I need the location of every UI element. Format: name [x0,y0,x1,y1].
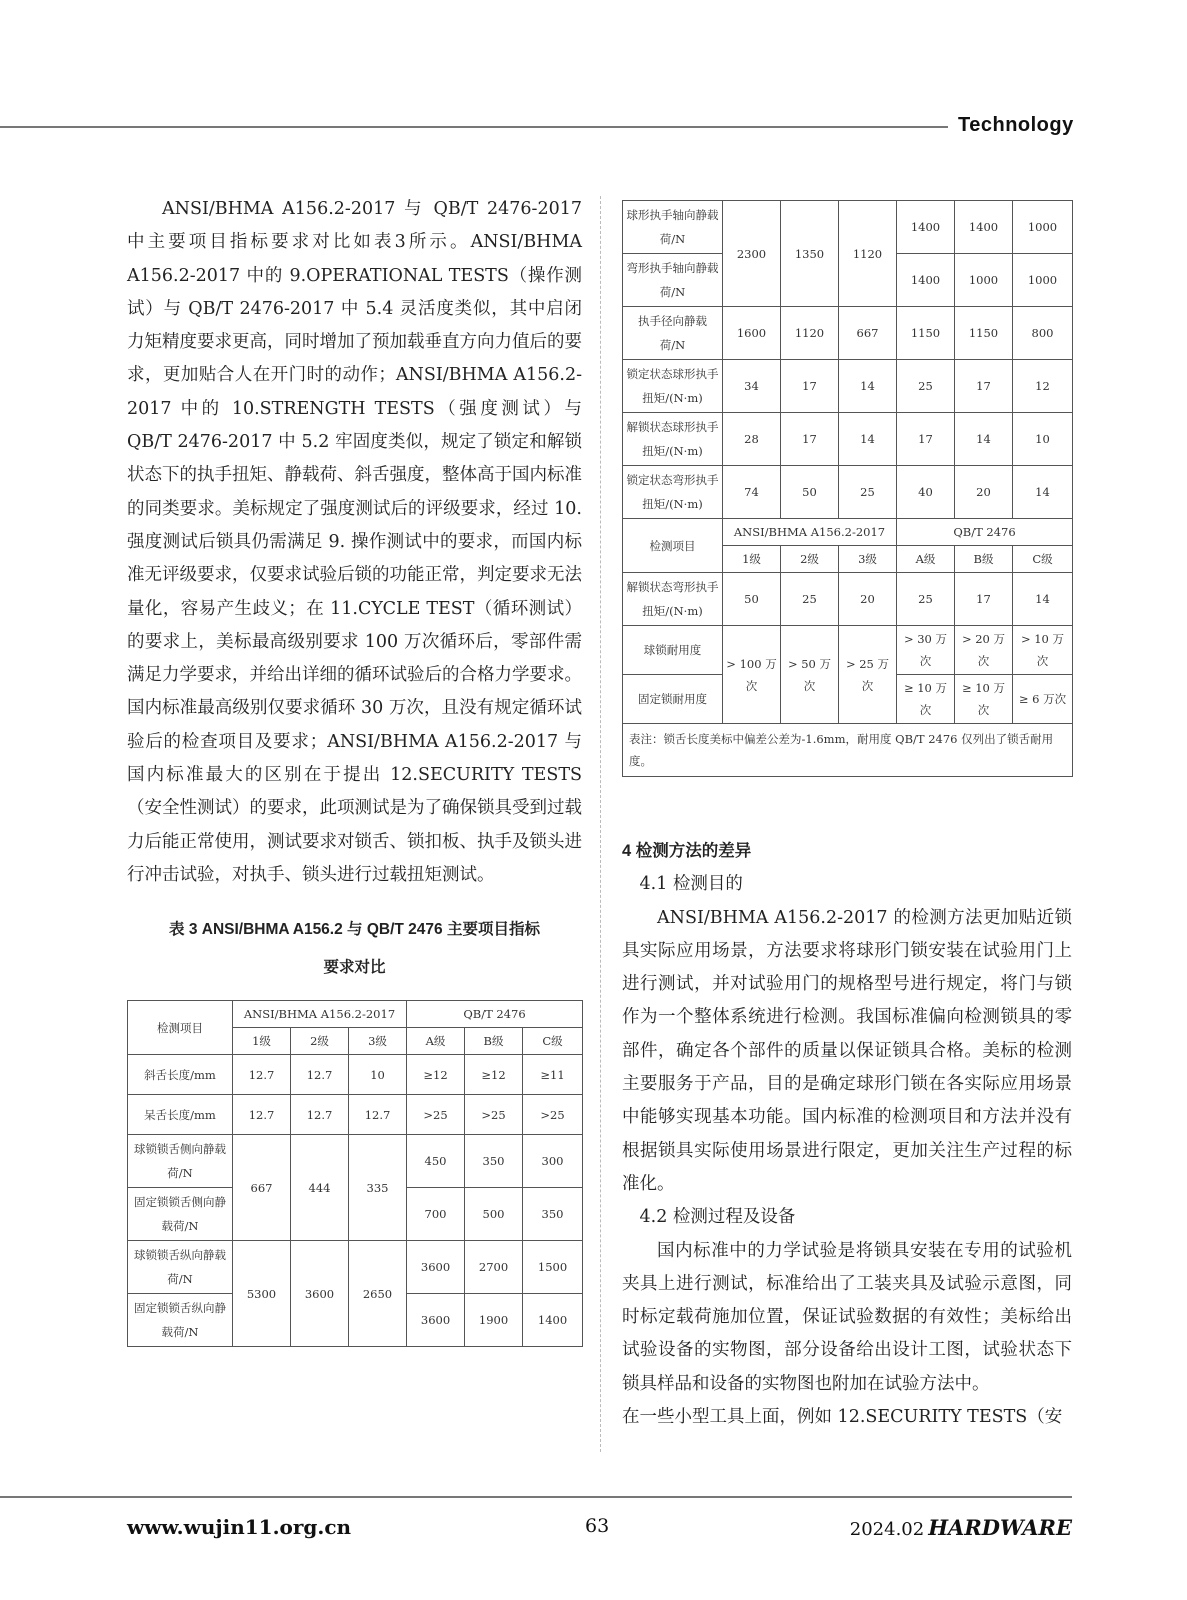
issue-date: 2024.02 [849,1519,925,1540]
footer-issue [850,1515,1072,1540]
cell: 40 [897,466,955,519]
section-label: Technology [958,114,1074,136]
cell: 17 [955,360,1013,413]
cell: ≥ 6 万次 [1013,675,1073,724]
cell: >25 [523,1095,583,1135]
grade-cell: C级 [1013,546,1073,573]
header-cell: 检测项目 [128,1001,233,1055]
grade-cell: 1级 [723,546,781,573]
cell: 20 [839,573,897,626]
header-cell: ANSI/BHMA A156.2-2017 [723,519,897,546]
cell: ≥12 [407,1055,465,1095]
cell: 12.7 [233,1055,291,1095]
row-label: 球形执手轴向静载荷/N [623,201,723,254]
cell: 14 [839,360,897,413]
grade-cell: C级 [523,1028,583,1055]
body-paragraph: ANSI/BHMA A156.2-2017 的检测方法更加贴近锁具实际应用场景，方法要求将球形门锁安装在试验用门上进行测试，并对试验用门的规格型号进行规定，将门与锁作为一个整体系统进行检测。我国标准偏向检测锁具的零部件，确定各个部件的质量以保证锁具合格。美标的检测主要服务于产品，目的是确定球形门锁在各实际应用场景中能够实现基本功能。国内标准的检测项目和方法并没有根据锁具实际使用场景进行限定，更加关注生产过程的标准化。 [622,907,1072,1194]
row-label: 锁定状态弯形执手扭矩/(N·m) [623,466,723,519]
cell: 17 [897,413,955,466]
cell: 12 [1013,360,1073,413]
cell: 25 [897,573,955,626]
cell: 2300 [723,201,781,307]
cell: 5300 [233,1241,291,1347]
cell: ≥11 [523,1055,583,1095]
cell: 2700 [465,1241,523,1294]
cell: 1350 [781,201,839,307]
cell: 12.7 [291,1055,349,1095]
cell: 500 [465,1188,523,1241]
cell: 1400 [523,1294,583,1347]
cell: 1120 [781,307,839,360]
cell: 14 [955,413,1013,466]
cell: 1900 [465,1294,523,1347]
table-note: 表注：锁舌长度美标中偏差公差为-1.6mm，耐用度 QB/T 2476 仅列出了锁舌耐用度。 [623,724,1073,777]
cell: 25 [897,360,955,413]
subsection-heading: 4.2 检测过程及设备 [639,1207,796,1228]
footer-url[interactable]: www.wujin11.org.cn [127,1515,352,1539]
table-caption-line2: 要求对比 [323,959,386,976]
cell: > 30 万次 [897,626,955,675]
row-label: 解锁状态弯形执手扭矩/(N·m) [623,573,723,626]
header-cell: QB/T 2476 [897,519,1073,546]
cell: 350 [523,1188,583,1241]
header-cell: 检测项目 [623,519,723,573]
cell: ≥12 [465,1055,523,1095]
left-column [127,193,582,892]
cell: ≥ 10 万次 [955,675,1013,724]
cell: 667 [233,1135,291,1241]
cell: >25 [407,1095,465,1135]
grade-cell: 1级 [233,1028,291,1055]
cell: ≥ 10 万次 [897,675,955,724]
footer-rule [0,1496,1072,1498]
cell: 350 [465,1135,523,1188]
cell: 1400 [897,201,955,254]
row-label: 球锁耐用度 [623,626,723,675]
magazine-name: HARDWARE [928,1515,1072,1540]
body-paragraph: 国内标准中的力学试验是将锁具安装在专用的试验机夹具上进行测试，标准给出了工装夹具及试验示意图，同时标定载荷施加位置，保证试验数据的有效性；美标给出试验设备的实物图，部分设备给出设计工图，试验状态下锁具样品和设备的实物图也附加在试验方法中。 [622,1240,1072,1394]
row-label: 固定锁锁舌侧向静载荷/N [128,1188,233,1241]
cell: 800 [1013,307,1073,360]
row-label: 球锁锁舌纵向静载荷/N [128,1241,233,1294]
header-cell: ANSI/BHMA A156.2-2017 [233,1001,407,1028]
grade-cell: 3级 [349,1028,407,1055]
cell: 17 [955,573,1013,626]
body-paragraph: 在一些小型工具上面，例如 12.SECURITY TESTS（安 [622,1407,1063,1428]
cell: 25 [781,573,839,626]
cell: 450 [407,1135,465,1188]
right-column [622,835,1072,1434]
cell: > 100 万次 [723,626,781,724]
cell: 28 [723,413,781,466]
cell: 10 [349,1055,407,1095]
cell: 12.7 [349,1095,407,1135]
grade-cell: A级 [407,1028,465,1055]
cell: 1120 [839,201,897,307]
cell: 1150 [955,307,1013,360]
cell: > 50 万次 [781,626,839,724]
grade-cell: 3级 [839,546,897,573]
row-label: 斜舌长度/mm [128,1055,233,1095]
row-label: 固定锁锁舌纵向静载荷/N [128,1294,233,1347]
row-label: 弯形执手轴向静载荷/N [623,254,723,307]
cell: 3600 [407,1241,465,1294]
cell: 20 [955,466,1013,519]
cell: 1000 [955,254,1013,307]
grade-cell: 2级 [291,1028,349,1055]
cell: 17 [781,360,839,413]
grade-cell: B级 [465,1028,523,1055]
cell: 335 [349,1135,407,1241]
cell: 2650 [349,1241,407,1347]
column-divider [600,196,601,1452]
cell: 300 [523,1135,583,1188]
cell: 50 [723,573,781,626]
grade-cell: 2级 [781,546,839,573]
subsection-heading: 4.1 检测目的 [639,874,743,895]
cell: 1500 [523,1241,583,1294]
page-number: 63 [585,1515,610,1537]
row-label: 执手径向静载荷/N [623,307,723,360]
cell: >25 [465,1095,523,1135]
cell: 74 [723,466,781,519]
cell: 34 [723,360,781,413]
section-heading: 4 检测方法的差异 [622,842,752,860]
cell: > 10 万次 [1013,626,1073,675]
cell: 3600 [407,1294,465,1347]
row-label: 锁定状态球形执手扭矩/(N·m) [623,360,723,413]
header-rule [0,126,948,128]
cell: 1000 [1013,201,1073,254]
cell: 17 [781,413,839,466]
cell: 667 [839,307,897,360]
cell: 14 [1013,466,1073,519]
comparison-table-part2 [622,200,1073,777]
cell: 444 [291,1135,349,1241]
row-label: 解锁状态球形执手扭矩/(N·m) [623,413,723,466]
cell: 700 [407,1188,465,1241]
cell: 1150 [897,307,955,360]
cell: 14 [1013,573,1073,626]
row-label: 呆舌长度/mm [128,1095,233,1135]
grade-cell: A级 [897,546,955,573]
grade-cell: B级 [955,546,1013,573]
cell: 50 [781,466,839,519]
cell: 14 [839,413,897,466]
cell: 10 [1013,413,1073,466]
table-caption: 表 3 ANSI/BHMA A156.2 与 QB/T 2476 主要项目指标 [169,921,540,938]
header-cell: QB/T 2476 [407,1001,583,1028]
cell: > 25 万次 [839,626,897,724]
row-label: 球锁锁舌侧向静载荷/N [128,1135,233,1188]
cell: > 20 万次 [955,626,1013,675]
row-label: 固定锁耐用度 [623,675,723,724]
cell: 1600 [723,307,781,360]
cell: 3600 [291,1241,349,1347]
cell: 12.7 [291,1095,349,1135]
body-paragraph: ANSI/BHMA A156.2-2017 与 QB/T 2476-2017 中主要项目指标要求对比如表3所示。ANSI/BHMA A156.2-2017 中的 9.OPERATIONAL TESTS（操作测试）与 QB/T 2476-2017 中 5.4 灵活度类似，其中启闭力矩精度要求更高，同时增加了预加载垂直方向力值后的要求，更加贴合人在开门时的动作；ANSI/BHMA A156.2-2017 中的 10.STRENGTH TESTS（强度测试）与 QB/T 2476-2017 中 5.2 牢固度类似，规定了锁定和解锁状态下的执手扭矩、静载荷、斜舌强度，整体高于国内标准的同类要求。美标规定了强度测试后的评级要求，经过 10. 强度测试后锁具仍需满足 9. 操作测试中的要求，而国内标准无评级要求，仅要求试验后锁的功能正常，判定要求无法量化，容易产生歧义；在 11.CYCLE TEST（循环测试）的要求上，美标最高级别要求 100 万次循环后，零部件需满足力学要求，并给出详细的循环试验后的合格力学要求。国内标准最高级别仅要求循环 30 万次，且没有规定循环试验后的检查项目及要求；ANSI/BHMA A156.2-2017 与国内标准最大的区别在于提出 12.SECURITY TESTS（安全性测试）的要求，此项测试是为了确保锁具受到过载力后能正常使用，测试要求对锁舌、锁扣板、执手及锁头进行冲击试验，对执手、锁头进行过载扭矩测试。 [127,199,582,885]
cell: 1400 [897,254,955,307]
cell: 12.7 [233,1095,291,1135]
cell: 1000 [1013,254,1073,307]
cell: 25 [839,466,897,519]
comparison-table-part1 [127,1000,583,1347]
cell: 1400 [955,201,1013,254]
